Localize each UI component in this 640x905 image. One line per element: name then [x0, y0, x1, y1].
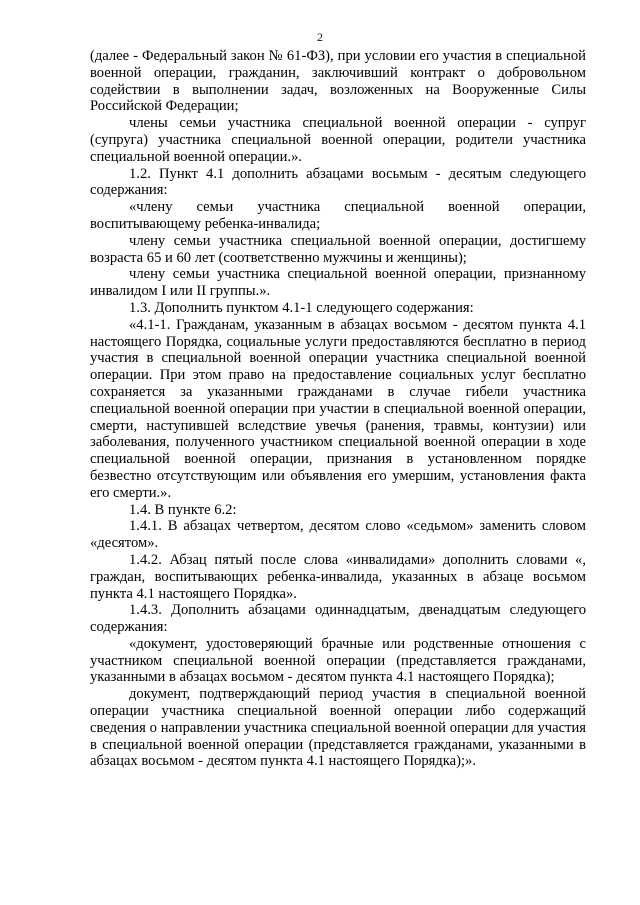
- paragraph: 1.4. В пункте 6.2:: [129, 501, 237, 518]
- document-body: [90, 48, 586, 770]
- paragraph: «документ, удостоверяющий брачные или родственные отношения с участником специальной военной операции (представляется гражданами, указанными в абзацах восьмом - десятом пункта 4.1 настоящего Порядка);: [90, 635, 586, 686]
- paragraph: 1.4.1. В абзацах четвертом, десятом слово «седьмом» заменить словом «десятом».: [90, 518, 586, 552]
- paragraph: члену семьи участника специальной военной операции, признанному инвалидом I или II группы.».: [90, 266, 586, 300]
- paragraph: «члену семьи участника специальной военной операции, воспитывающему ребенка-инвалида;: [90, 199, 586, 232]
- paragraph: 1.4.3. Дополнить абзацами одиннадцатым, двенадцатым следующего содержания:: [90, 602, 586, 636]
- paragraph: (далее - Федеральный закон № 61-ФЗ), при условии его участия в специальной военной операции, гражданин, заключивший контракт о добровольном содействии в выполнении задач, возложенных на Вооруженные Силы Российской Федерации;: [90, 48, 586, 115]
- paragraph: 1.3. Дополнить пунктом 4.1-1 следующего содержания:: [129, 299, 474, 316]
- paragraph: члену семьи участника специальной военной операции, достигшему возраста 65 и 60 лет (соответственно мужчины и женщины);: [90, 232, 586, 266]
- paragraph: 1.2. Пункт 4.1 дополнить абзацами восьмым - десятым следующего содержания:: [90, 165, 586, 199]
- paragraph: члены семьи участника специальной военной операции - супруг (супруга) участника специальной военной операции, родители участника специальной военной операции.».: [90, 115, 586, 165]
- paragraph: 1.4.2. Абзац пятый после слова «инвалидами» дополнить словами «, граждан, воспитывающих ребенка-инвалида, указанных в абзаце восьмом пункта 4.1 настоящего Порядка».: [90, 551, 586, 602]
- paragraph: «4.1-1. Гражданам, указанным в абзацах восьмом - десятом пункта 4.1 настоящего Порядка, социальные услуги предоставляются бесплатно в период участия в специальной военной операции участника специальной военной операции. При этом право на предоставление социальных услуг бесплатно сохраняется за указанными гражданами в случае гибели участника специальной военной операции при участии в специальной военной операции, смерти, наступившей вследствие увечья (ранения, травмы, контузии) или заболевания, полученного участником специальной военной операции в ходе специальной военной операции, признания в установленном порядке безвестно отсутствующим или объявления его умершим, установления факта его смерти.».: [90, 316, 586, 501]
- page-number: 2: [317, 30, 323, 44]
- paragraph: документ, подтверждающий период участия в специальной военной операции участника специальной военной операции либо содержащий сведения о направлении участника специальной военной операции для участия в специальной военной операции (представляется гражданами, указанными в абзацах восьмом - десятом пункта 4.1 настоящего Порядка);».: [90, 686, 586, 770]
